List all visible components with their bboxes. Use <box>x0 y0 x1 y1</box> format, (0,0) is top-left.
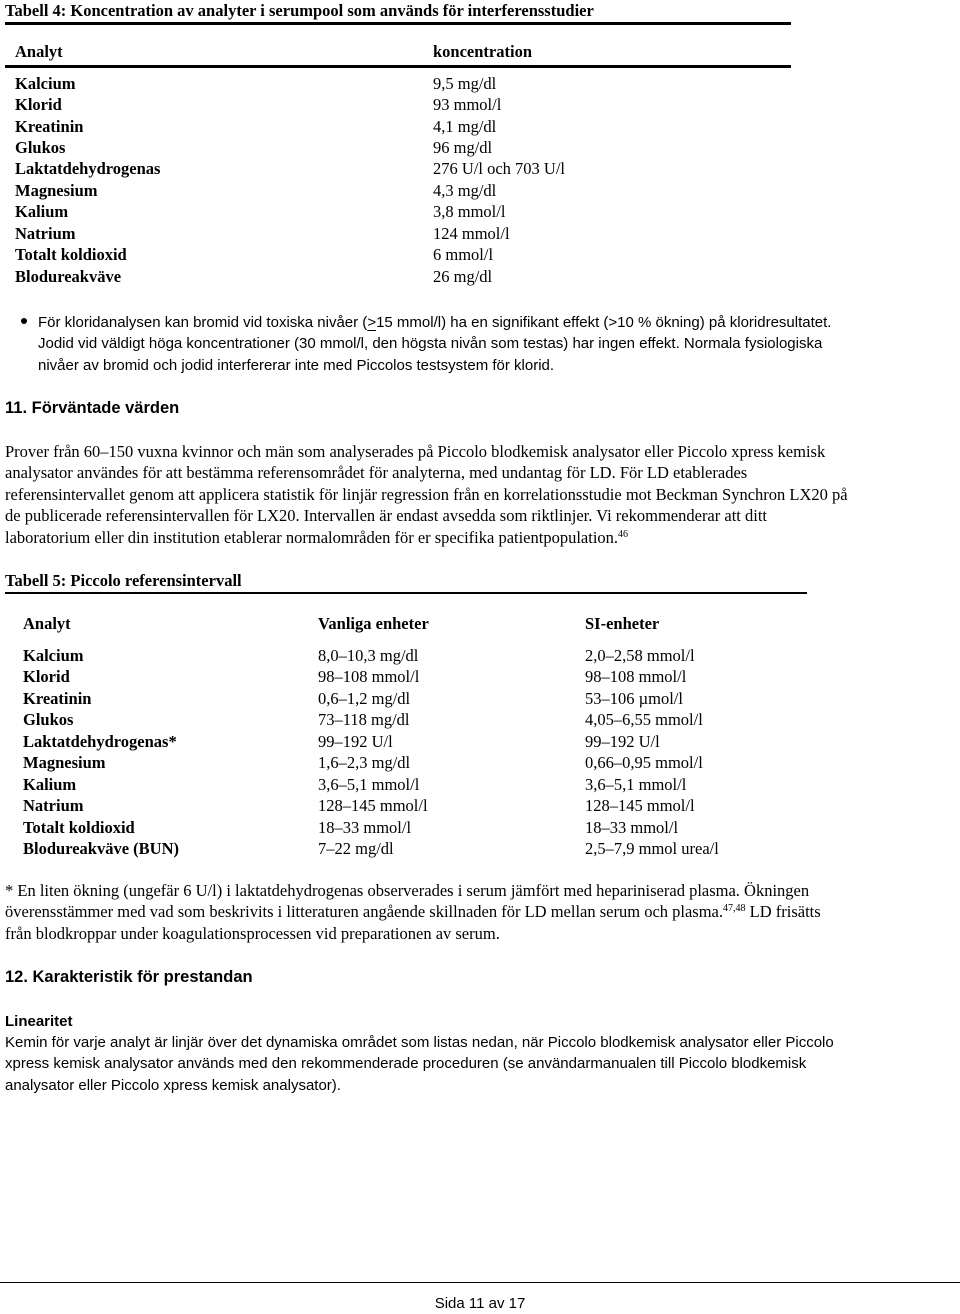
table5-cell-analyte: Glukos <box>23 710 74 729</box>
table5-cell-analyte: Totalt koldioxid <box>23 818 135 837</box>
table5-cell-analyte: Laktatdehydrogenas* <box>23 732 177 751</box>
section11-paragraph <box>5 441 955 548</box>
bullet-line1-post: 15 mmol/l) ha en signifikant effekt (>10 % ökning) på kloridresultatet. <box>376 314 832 331</box>
table4-row-analyte: Natrium <box>15 224 76 243</box>
table5-cell-si: 98–108 mmol/l <box>585 667 687 686</box>
table5-cell-si: 4,05–6,55 mmol/l <box>585 710 703 729</box>
footnote-line: * En liten ökning (ungefär 6 U/l) i laktatdehydrogenas observerades i serum jämfört med hepariniserad plasma. Ökningen <box>5 881 810 900</box>
paragraph-line: laboratorium eller din institution etablerar normalområden för er specifika patientpopulation. <box>5 527 619 547</box>
paragraph-line: Prover från 60–150 vuxna kvinnor och män som analyserades på Piccolo blodkemisk analysator eller Piccolo xpress kemisk <box>5 442 826 461</box>
table5-cell-common: 0,6–1,2 mg/dl <box>318 689 411 708</box>
page-number: Sida 11 av 17 <box>434 1295 526 1312</box>
table4-row-analyte: Kreatinin <box>15 117 84 136</box>
table4-row-analyte: Glukos <box>15 138 66 157</box>
paragraph-line: de publicerade referensintervallen för LX20. Intervallen är endast avsedda som riktlinjer. Vi rekommenderar att ditt <box>5 506 767 526</box>
table5-header-common: Vanliga enheter <box>318 614 429 633</box>
table4-row-value: 93 mmol/l <box>433 95 502 114</box>
table4-header-analyte: Analyt <box>15 42 63 61</box>
table4-row-analyte: Laktatdehydrogenas <box>15 159 161 178</box>
paragraph-line: xpress kemisk analysator används med den rekommenderade proceduren (se användarmanualen till Piccolo blodkemisk <box>5 1055 807 1073</box>
section11-heading: 11. Förväntade värden <box>5 399 180 417</box>
table5-cell-si: 0,66–0,95 mmol/l <box>585 753 703 772</box>
section12-paragraph <box>5 1032 955 1096</box>
table5-cell-analyte: Magnesium <box>23 753 106 772</box>
table4-row-analyte: Magnesium <box>15 181 98 200</box>
footnote-line-tail: LD frisätts <box>745 902 821 922</box>
footer-rule <box>0 1282 960 1283</box>
table5-cell-si: 3,6–5,1 mmol/l <box>585 775 687 794</box>
table5-cell-common: 1,6–2,3 mg/dl <box>318 753 411 772</box>
table5-cell-analyte: Blodureakväve (BUN) <box>23 839 179 858</box>
table5-top-rule <box>5 592 807 594</box>
table5-cell-analyte: Kreatinin <box>23 689 92 708</box>
paragraph-line: analysator användes för att bestämma referensområdet för analyterna, med undantag för LD. För LD etablerades <box>5 463 748 483</box>
paragraph-line: Kemin för varje analyt är linjär över det dynamiska området som listas nedan, när Piccolo blodkemisk analysator eller Piccolo <box>5 1034 834 1051</box>
table5-cell-common: 73–118 mg/dl <box>318 710 410 729</box>
section12-subheading: Linearitet <box>5 1013 73 1030</box>
table5-cell-analyte: Kalium <box>23 775 77 794</box>
table4-row-value: 4,3 mg/dl <box>433 181 497 200</box>
table5-header-si: SI-enheter <box>585 614 660 633</box>
bullet-note <box>38 312 831 376</box>
table4-row-value: 26 mg/dl <box>433 267 493 286</box>
table5-cell-si: 2,5–7,9 mmol urea/l <box>585 839 719 858</box>
table5-cell-analyte: Natrium <box>23 796 84 815</box>
table5-cell-common: 18–33 mmol/l <box>318 818 412 837</box>
table5-cell-si: 53–106 µmol/l <box>585 689 683 708</box>
table5-header-analyte: Analyt <box>23 614 71 633</box>
footnote-line: överensstämmer med vad som beskrivits i litteraturen angående skillnaden för LD mellan serum och plasma. <box>5 902 723 922</box>
table5-cell-si: 2,0–2,58 mmol/l <box>585 646 695 665</box>
table4-top-rule <box>5 22 791 25</box>
table5-cell-common: 7–22 mg/dl <box>318 839 394 858</box>
paragraph-line: referensintervallet genom att applicera statistik för linjär regression från en korrelationsstudie mot Beckman Synchron LX20 på <box>5 484 848 504</box>
table4-row-value: 96 mg/dl <box>433 138 493 157</box>
table4-row-value: 4,1 mg/dl <box>433 117 497 136</box>
table4-row-analyte: Blodureakväve <box>15 267 122 286</box>
table5-cell-common: 98–108 mmol/l <box>318 667 420 686</box>
table5-title: Tabell 5: Piccolo referensintervall <box>5 571 242 590</box>
bullet-line1-pre: För kloridanalysen kan bromid vid toxiska nivåer ( <box>38 314 368 331</box>
table5-cell-common: 99–192 U/l <box>318 732 393 751</box>
table4-row-analyte: Kalcium <box>15 74 76 93</box>
table4-row-value: 276 U/l och 703 U/l <box>433 159 565 178</box>
footnote-line: från blodkroppar under koagulationsprocessen vid preparationen av serum. <box>5 923 500 943</box>
table5-cell-analyte: Kalcium <box>23 646 84 665</box>
section12-heading: 12. Karakteristik för prestandan <box>5 968 253 986</box>
bullet-line3: nivåer av bromid och jodid interfererar inte med Piccolos testsystem för klorid. <box>38 356 555 374</box>
table4-row-value: 6 mmol/l <box>433 245 494 264</box>
table4-header-rule <box>5 65 791 68</box>
table4-row-value: 3,8 mmol/l <box>433 202 506 221</box>
reference-superscript: 47,48 <box>723 903 746 915</box>
table5-cell-si: 99–192 U/l <box>585 732 660 751</box>
bullet-line2: Jodid vid väldigt höga koncentrationer (30 mmol/l, den högsta nivån som testas) har ingen effekt. Normala fysiologiska <box>38 335 823 353</box>
greater-equal-sign: > <box>367 314 377 331</box>
table5-cell-si: 128–145 mmol/l <box>585 796 695 815</box>
table4-row-value: 124 mmol/l <box>433 224 510 243</box>
table4-row-analyte: Klorid <box>15 95 62 114</box>
table4-row-analyte: Totalt koldioxid <box>15 245 127 264</box>
table5-footnote <box>5 880 955 944</box>
paragraph-line: analysator eller Piccolo xpress kemisk analysator). <box>5 1076 341 1094</box>
table5-cell-analyte: Klorid <box>23 667 70 686</box>
table4-header-concentration: koncentration <box>433 42 532 61</box>
table5-cell-common: 8,0–10,3 mg/dl <box>318 646 419 665</box>
table5-cell-si: 18–33 mmol/l <box>585 818 679 837</box>
table5-cell-common: 3,6–5,1 mmol/l <box>318 775 420 794</box>
table5-cell-common: 128–145 mmol/l <box>318 796 428 815</box>
reference-superscript: 46 <box>618 528 629 540</box>
table4-title: Tabell 4: Koncentration av analyter i serumpool som används för interferensstudier <box>5 1 594 20</box>
table4-row-analyte: Kalium <box>15 202 69 221</box>
bullet-marker <box>21 318 27 324</box>
table4-row-value: 9,5 mg/dl <box>433 74 497 93</box>
